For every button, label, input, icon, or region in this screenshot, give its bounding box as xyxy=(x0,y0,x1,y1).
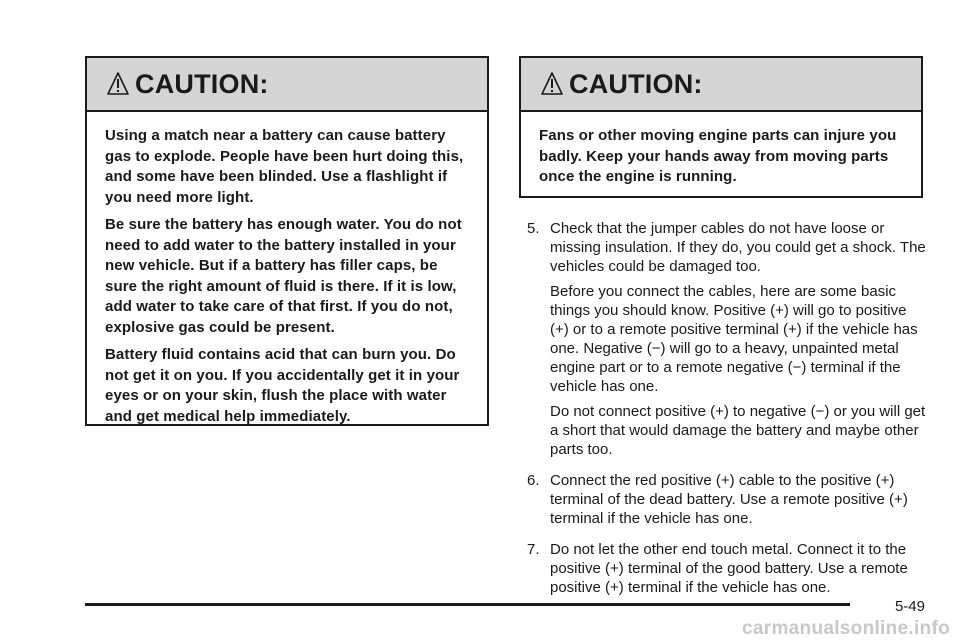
step-content xyxy=(550,471,927,534)
step-paragraph: Before you connect the cables, here are some basic things you should know. Positive (+) will go to positive (+) or to a remote positive terminal (+) if the vehicle has one. Negative (−) will go to a heavy, unpainted metal engine part or to a remote negative (−) terminal if the vehicle has one. xyxy=(550,283,918,395)
step-number: 7. xyxy=(527,541,540,558)
step-6 xyxy=(527,471,927,534)
caution-box-moving-parts xyxy=(519,56,923,198)
caution-header xyxy=(521,58,921,112)
step-content xyxy=(550,219,927,465)
step-list xyxy=(527,219,927,609)
step-number: 5. xyxy=(527,220,540,237)
step-text: Connect the red positive (+) cable to the positive (+) terminal of the dead battery. Use a remote positive (+) terminal if the vehicle has one. xyxy=(550,472,908,527)
step-paragraph: Do not connect positive (+) to negative (−) or you will get a short that would damage the battery and maybe other parts too. xyxy=(550,403,926,458)
warning-triangle-icon xyxy=(541,71,563,97)
caution-paragraph: Be sure the battery has enough water. You do not need to add water to the battery installed in your new vehicle. But if a battery has filler caps, be sure the right amount of fluid is there. If it is low, add water to take care of that first. If you do not, explosive gas could be present. xyxy=(105,216,462,336)
step-text: Check that the jumper cables do not have loose or missing insulation. If they do, you could get a shock. The vehicles could be damaged too. xyxy=(550,220,926,275)
caution-title: CAUTION: xyxy=(569,68,703,99)
caution-paragraph: Battery fluid contains acid that can burn you. Do not get it on you. If you accidentally get it in your eyes or on your skin, flush the place with water and get medical help immediately. xyxy=(105,346,460,425)
step-number: 6. xyxy=(527,472,540,489)
caution-paragraph: Fans or other moving engine parts can injure you badly. Keep your hands away from moving parts once the engine is running. xyxy=(539,127,897,185)
caution-box-battery xyxy=(85,56,489,426)
footer-rule xyxy=(85,603,850,606)
caution-paragraph: Using a match near a battery can cause battery gas to explode. People have been hurt doing this, and some have been blinded. Use a flashlight if you need more light. xyxy=(105,127,464,206)
step-5 xyxy=(527,219,927,465)
caution-body xyxy=(87,112,487,427)
step-7 xyxy=(527,540,927,603)
caution-title: CAUTION: xyxy=(135,68,269,99)
caution-body xyxy=(521,112,921,188)
watermark: carmanualsonline.info xyxy=(742,618,950,639)
step-content xyxy=(550,540,927,603)
step-text: Do not let the other end touch metal. Connect it to the positive (+) terminal of the good battery. Use a remote positive (+) terminal if the vehicle has one. xyxy=(550,541,908,596)
caution-header xyxy=(87,58,487,112)
page-number: 5-49 xyxy=(894,598,925,615)
warning-triangle-icon xyxy=(107,71,129,97)
